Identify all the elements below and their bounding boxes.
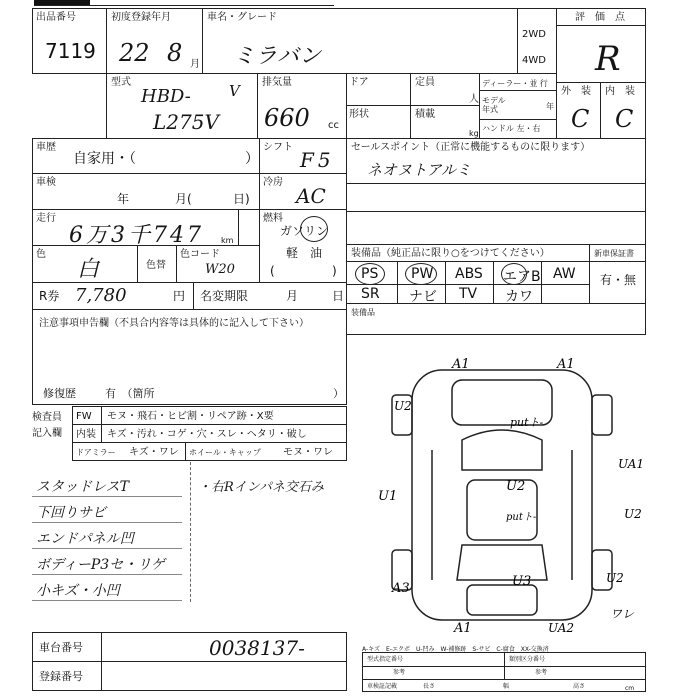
mirror-row [72, 442, 347, 461]
sales-line-1 [347, 183, 645, 184]
remark-3: ボディーP3セ・リゲ [36, 557, 165, 573]
model-line1: HBD- [141, 86, 191, 107]
brt-e: 車検証記載 [367, 683, 398, 690]
equip-tv: TV [459, 286, 478, 302]
model-line1b: V [229, 82, 240, 100]
chassis-div [101, 633, 102, 661]
grade-box [556, 8, 646, 83]
drive-box [517, 8, 557, 74]
header-line [34, 5, 334, 6]
grade-label: 評 価 点 [575, 12, 625, 23]
mark-u1: U1 [378, 489, 398, 504]
wheel-label: ホイール・キャップ [189, 448, 261, 457]
fw-div [101, 407, 102, 424]
brt-g: 幅 [503, 683, 510, 690]
equip-v4 [541, 261, 542, 303]
mark-crack: ワレ [610, 607, 635, 621]
chassis-value: 0038137- [209, 636, 305, 660]
registration-label: 登録番号 [39, 670, 83, 683]
load-unit: kg [469, 129, 479, 138]
dealer-box [479, 73, 557, 139]
mark-a1-fr: A1 [557, 357, 575, 372]
remark-line-3 [32, 574, 182, 575]
first-reg-year: 22 [119, 39, 150, 67]
history-close: ） [245, 151, 259, 167]
bottom-right-table [362, 652, 646, 692]
chassis-box [32, 632, 347, 662]
equip-leather: カワ [505, 289, 533, 305]
warranty-box [589, 244, 646, 304]
history-box [32, 138, 260, 174]
equip-pw: PW [411, 266, 434, 282]
remarks-divider [190, 462, 191, 602]
int-div [101, 425, 102, 442]
mileage-unit: km [221, 236, 234, 245]
options-label: 装備品 [351, 308, 375, 317]
notes-box [32, 309, 347, 405]
warranty-label: 新車保証書 [594, 249, 634, 258]
brt-f: 長さ [423, 683, 436, 690]
capacity-label: 定員 [415, 77, 435, 88]
capacity-unit: 人 [469, 94, 479, 105]
inspector-label2: 記入欄 [32, 428, 62, 439]
car-trunk [467, 585, 537, 615]
recycle-unit: 円 [173, 289, 186, 303]
capacity-box [410, 73, 480, 106]
wheel-fr [592, 395, 612, 435]
ac-value: AC [296, 184, 326, 208]
notes-header: 注意事項申告欄（不具合内容等は具体的に記入して下さい） [39, 318, 309, 329]
brt-a: 型式指定番号 [367, 656, 404, 663]
brt-b: 類別区分番号 [509, 656, 546, 663]
recycle-value: 7,780 [75, 285, 127, 306]
model-year-unit: 年 [546, 102, 554, 111]
shape-box [346, 105, 411, 139]
equip-ps-circle [355, 263, 385, 285]
repair-history-value: 有 （箇所 [105, 387, 155, 400]
remark-line-1 [32, 522, 182, 523]
equip-ps: PS [361, 266, 379, 282]
color-box [32, 245, 138, 283]
sales-label: セールスポイント（正常に機能するものに限ります） [351, 142, 591, 153]
displacement-value: 660 [264, 104, 310, 132]
shape-label: 形状 [349, 109, 369, 120]
inspection-month: 月( [175, 192, 192, 206]
ac-label: 冷房 [263, 177, 283, 188]
remark-2: エンドパネル凹 [36, 531, 134, 547]
drive-4wd: 4WD [522, 55, 546, 66]
first-reg-label: 初度登録年月 [111, 12, 171, 23]
warranty-value: 有・無 [600, 273, 637, 287]
inspector-label1: 検査員 [32, 412, 62, 423]
fw-row [72, 406, 347, 425]
name-change-box [193, 282, 347, 310]
mark-a1-fl: A1 [452, 357, 470, 372]
car-rear-window [457, 545, 547, 580]
brt-h: 高さ [573, 683, 586, 690]
equip-v3 [493, 261, 494, 303]
mark-u2-center: U2 [506, 479, 526, 494]
dealer-divider [480, 90, 556, 91]
equip-abs: ABS [455, 266, 483, 282]
color-value: 白 [77, 257, 100, 282]
mirror-text: キズ・ワレ [129, 447, 179, 458]
inspection-day: 日) [233, 192, 250, 206]
model-line2: L275V [153, 110, 219, 134]
chassis-label: 車台番号 [39, 641, 83, 654]
car-name-label: 車名・グレード [207, 12, 277, 23]
ac-box [259, 173, 347, 210]
sales-value: ネオヌトアルミ [367, 161, 471, 179]
options-box [346, 303, 646, 335]
inspection-box [32, 173, 260, 210]
brt-c: 参考 [393, 669, 406, 676]
color-code-label: 色コード [180, 249, 220, 260]
remarks-area [32, 462, 347, 622]
fuel-value: ガソリン [280, 224, 329, 238]
dealer-label: ディーラー・並 行 [482, 79, 548, 88]
repair-history-label: 修復歴 [43, 387, 76, 400]
equip-v1 [397, 261, 398, 303]
mark-ua2: UA2 [548, 621, 575, 635]
load-box [410, 105, 480, 139]
remark-1: 下回りサビ [36, 505, 106, 521]
mark-ua1: UA1 [618, 457, 645, 471]
equipment-label: 装備品（純正品に限り○をつけてください） [351, 248, 550, 259]
mirror-label: ドアミラー [76, 448, 116, 457]
brt-d: 参考 [535, 669, 548, 676]
fuel-paren-open: ( [270, 264, 275, 278]
wheel-text: モヌ・ワレ [283, 447, 333, 458]
recycle-label: R券 [39, 289, 60, 303]
mark-u2-left-top: U2 [394, 399, 412, 413]
legend-text: A-キズ E-エクボ U-凹み W-補修跡 S-サビ C-腐食 XX-交換済 [362, 646, 549, 653]
car-name-value: ミラバン [233, 44, 322, 69]
equip-aw: AW [553, 266, 576, 282]
exterior-box [556, 82, 601, 139]
first-reg-month: 8 [167, 39, 183, 67]
inspection-year: 年 [117, 192, 130, 206]
remark-line-2 [32, 548, 182, 549]
sales-line-2 [347, 211, 645, 212]
mark-u2-right-rear: U2 [606, 571, 624, 585]
equip-line-b [347, 284, 589, 285]
shift-box [259, 138, 347, 174]
remark-line-0 [32, 496, 182, 497]
load-label: 積載 [415, 109, 435, 120]
car-body-outline [412, 370, 592, 620]
remark-4: 小キズ・小凹 [36, 583, 120, 599]
mark-u3: U3 [512, 574, 532, 589]
inspector-box [32, 404, 347, 462]
warranty-line [590, 261, 645, 262]
mileage-label: 走行 [36, 213, 56, 224]
repaint-box [137, 245, 177, 283]
equipment-box [346, 244, 590, 304]
grade-divider [557, 25, 645, 26]
mark-a1-rear: A1 [454, 621, 472, 636]
displacement-label: 排気量 [262, 77, 292, 88]
handle-divider [480, 119, 556, 120]
lot-box [32, 8, 107, 74]
mileage-box [32, 209, 260, 246]
car-damage-diagram [352, 340, 652, 640]
handle-label: ハンドル 左・右 [482, 124, 541, 133]
mileage-div [238, 210, 239, 245]
displacement-box [257, 73, 347, 139]
lot-label: 出品番号 [36, 12, 76, 23]
color-code-value: W20 [205, 262, 235, 277]
brt-h2 [363, 679, 645, 680]
interior-box [600, 82, 646, 139]
fuel-diesel: 軽 油 [286, 246, 323, 260]
equip-navi: ナビ [409, 289, 437, 305]
model-year-label: モデル 年式 [482, 96, 506, 114]
name-change-day: 日 [332, 289, 345, 303]
history-label: 車歴 [36, 142, 56, 153]
color-code-box [176, 245, 260, 283]
remark-line-4 [32, 600, 182, 601]
brt-unit: cm [625, 685, 635, 692]
grade-value: R [595, 39, 621, 79]
interior-value: C [615, 105, 634, 133]
registration-div [101, 662, 102, 690]
repair-history-close: ） [333, 387, 344, 400]
interior-row [72, 424, 347, 443]
mark-puttie: putト- [510, 416, 544, 429]
shift-label: シフト [263, 142, 293, 153]
exterior-value: C [571, 105, 590, 133]
remark-right: ・右Rインパネ交石み [198, 480, 324, 495]
history-value: 自家用・（ [73, 151, 136, 167]
lot-value: 7119 [45, 39, 96, 63]
car-roof [467, 480, 537, 540]
shift-value: F5 [300, 148, 335, 172]
interior-label: 内 装 [605, 86, 635, 97]
car-windshield [462, 430, 542, 470]
color-label: 色 [36, 249, 46, 260]
displacement-unit: cc [328, 120, 339, 131]
first-reg-month-unit: 月 [190, 59, 200, 70]
car-name-box [202, 8, 518, 74]
repaint-label: 色替 [146, 260, 166, 271]
mirror-div [185, 443, 186, 460]
fuel-circle [300, 216, 328, 242]
mileage-value: 6万3千747 [69, 223, 204, 248]
equip-pw-circle [405, 263, 437, 285]
equip-v2 [445, 261, 446, 303]
equip-airbag-circle [501, 263, 527, 285]
first-reg-box [106, 8, 203, 74]
fuel-label: 燃料 [263, 213, 283, 224]
fw-label: FW [76, 411, 92, 422]
fuel-box [259, 209, 347, 283]
registration-box [32, 661, 347, 691]
exterior-label: 外 装 [561, 86, 591, 97]
equip-line-a [347, 261, 589, 262]
mark-u2-right: U2 [624, 507, 642, 521]
fw-text: モヌ・飛石・ヒビ割・リペア跡・X要 [107, 411, 274, 422]
inspection-label: 車検 [36, 177, 56, 188]
model-label: 型式 [111, 77, 131, 88]
drive-2wd: 2WD [522, 29, 546, 40]
interior-row-text: キズ・汚れ・コゲ・穴・スレ・ヘタリ・破し [107, 429, 307, 440]
mark-puttie-2: putト- [506, 512, 537, 523]
door-label: ドア [349, 77, 369, 88]
model-box [106, 73, 258, 139]
equip-sr: SR [361, 286, 380, 302]
door-box [346, 73, 411, 106]
name-change-label: 名変期限 [200, 289, 249, 303]
sales-box [346, 138, 646, 245]
recycle-box [32, 282, 194, 310]
remark-0: スタッドレスT [36, 479, 129, 495]
brt-v1 [504, 653, 505, 679]
name-change-month: 月 [286, 289, 299, 303]
interior-row-label: 内装 [76, 429, 96, 440]
equip-airbag: エアB [503, 269, 541, 285]
fuel-paren-close: ) [332, 264, 337, 278]
mark-a3: A3 [392, 581, 410, 596]
